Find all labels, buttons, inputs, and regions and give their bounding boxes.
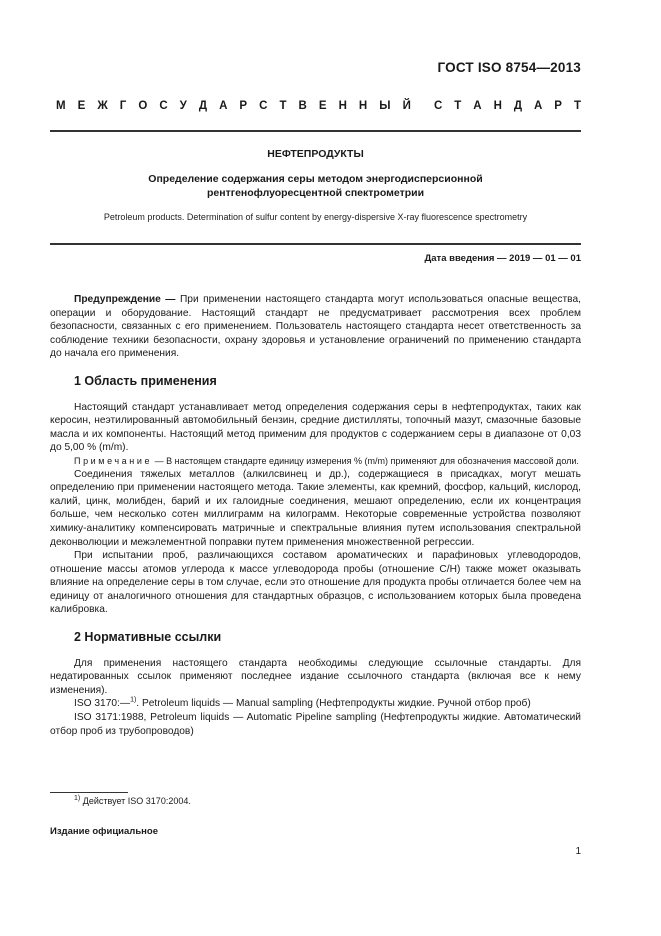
standard-type-letter: Р: [239, 100, 248, 112]
standard-type-letter: Ж: [97, 100, 108, 112]
warning-text: При применении настоящего стандарта могут использоваться опасные вещества, операции и оборудование. Настоящий стандарт не предусматривает рассмотрения всех проблем безопасности, связанных с его применением. Пользователь настоящего стандарта несет ответственность за соблюдение техники безопасности, охрану здоровья и установление ограничений по применению стандарта до начала его применения.: [50, 294, 581, 360]
standard-type-letter: У: [179, 100, 187, 112]
standard-type-letter: А: [473, 100, 482, 112]
standard-type-letter: Р: [554, 100, 562, 112]
footnote-rule: [50, 792, 128, 793]
standard-type: [56, 100, 581, 112]
standard-type-letter: Д: [198, 100, 208, 112]
standard-type-letter: Н: [493, 100, 502, 112]
scope-note: [50, 455, 581, 468]
reference-item-1: ISO 3170:—$^{1)}$. Petroleum liquids — Manual sampling (Нефтепродукты жидкие. Ручной отбор проб): [74, 697, 531, 710]
scope-paragraph-1: Настоящий стандарт устанавливает метод определения содержания серы в нефтепродуктах, таких как керосин, неэтилированный автомобильный бензин, средние дистилляты, топочный мазут, смазочные базовые масла и их компоненты. Настоящий метод применим для продуктов с содержанием серы в диапазоне от 0,03 до 5,00 % (m/m).: [50, 401, 581, 454]
warning-label: Предупреждение —: [74, 294, 176, 305]
official-edition-label: Издание официальное: [50, 826, 158, 837]
subtitle-line-2: рентгенофлуоресцентной спектрометрии: [206, 187, 425, 199]
standard-code: ГОСТ ISO 8754—2013: [437, 60, 581, 75]
standard-type-letter: Е: [318, 100, 327, 112]
standard-type-letter: С: [434, 100, 443, 112]
standard-type-letter: Е: [77, 100, 86, 112]
standard-type-letter: А: [219, 100, 228, 112]
standard-type-letter: О: [138, 100, 148, 112]
top-rule: [50, 130, 581, 132]
standard-type-word2: [434, 100, 581, 112]
scope-paragraph-3: При испытании проб, различающихся составом ароматических и парафиновых углеводородов, отношение массы атомов углерода к массе углеводорода пробы (отношение С/Н) также может оказывать влияние на определение серы в том случае, если это отношение для продукта пробы отличается более чем на единицу от аналогичного отношения для стандартных образцов, с использованием которых была проведена калибровка.: [50, 550, 581, 616]
bottom-rule: [50, 243, 581, 245]
standard-type-letter: Т: [279, 100, 287, 112]
standard-type-letter: Д: [513, 100, 523, 112]
standard-type-letter: Й: [402, 100, 411, 112]
document-body: [50, 293, 581, 738]
introduction-date: Дата введения — 2019 — 01 — 01: [424, 253, 581, 264]
standard-type-letter: А: [534, 100, 543, 112]
standard-type-letter: Г: [119, 100, 127, 112]
english-title: Petroleum products. Determination of sulfur content by energy-dispersive X-ray fluorescence spectrometry: [103, 212, 528, 222]
standard-type-letter: Т: [454, 100, 462, 112]
standard-type-letter: С: [159, 100, 168, 112]
section-heading-references: 2 Нормативные ссылки: [74, 630, 222, 645]
standard-type-letter: Н: [358, 100, 368, 112]
page-number: 1: [575, 846, 581, 857]
standard-type-word1: [56, 100, 411, 112]
scope-paragraph-2: Соединения тяжелых металлов (алкилсвинец и др.), содержащиеся в присадках, могут мешать определению при применении настоящего метода. Такие элементы, как кремний, фосфор, кальций, кислород, калий, цинк, молибден, барий и их галоидные соединения, мешают определению, если их концентрация больше, чем несколько сотен миллиграмм на килограмм. Некоторые современные устройства позволяют химику-аналитику компенсировать матричные и спектральные влияния путем использования спектральной деконволюции и межэлементной поправки путем применения множественной регрессии.: [50, 468, 581, 548]
document-subtitle: [50, 172, 581, 200]
standard-type-letter: С: [259, 100, 268, 112]
references-paragraph: Для применения настоящего стандарта необходимы следующие ссылочные стандарты. Для недатированных ссылок применяют последнее издание ссылочного стандарта (включая все к нему изменения).: [50, 657, 581, 696]
reference-item-2: ISO 3171:1988, Petroleum liquids — Automatic Pipeline sampling (Нефтепродукты жидкие. Автоматический отбор проб из трубопроводов): [50, 712, 581, 737]
warning-paragraph: [50, 293, 581, 361]
standard-type-letter: Т: [573, 100, 581, 112]
section-heading-scope: 1 Область применения: [74, 373, 217, 388]
footnote: $^{1)}$ Действует ISO 3170:2004.: [74, 795, 191, 806]
standard-type-letter: В: [298, 100, 307, 112]
note-text: — В настоящем стандарте единицу измерения % (m/m) применяют для обозначения массовой доли.: [152, 455, 579, 466]
subtitle-line-1: Определение содержания серы методом энергодисперсионной: [148, 173, 483, 185]
standard-type-letter: Н: [338, 100, 347, 112]
standard-type-letter: М: [56, 100, 66, 112]
note-label: Примечание: [74, 455, 153, 466]
standard-type-letter: Ы: [379, 100, 391, 112]
document-title: НЕФТЕПРОДУКТЫ: [267, 148, 364, 160]
